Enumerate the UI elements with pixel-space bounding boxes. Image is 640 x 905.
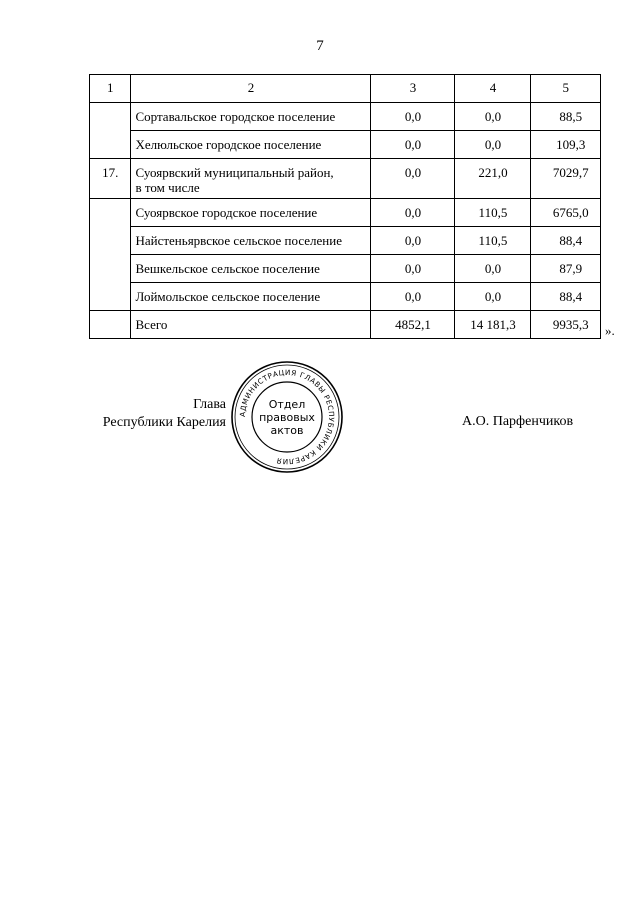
row-number-cell	[90, 103, 131, 159]
signature-title	[92, 396, 226, 432]
value-col-4: 0,0	[455, 255, 531, 283]
stamp-center-line2: правовых	[259, 411, 315, 424]
table-row	[90, 103, 601, 131]
total-label: Всего	[131, 311, 371, 339]
value-col-4: 0,0	[455, 283, 531, 311]
district-name-line2: в том числе	[135, 180, 200, 195]
settlement-name: Хелюльское городское поселение	[131, 131, 371, 159]
stamp-center-line1: Отдел	[268, 398, 306, 411]
settlement-name: Найстеньярвское сельское поселение	[131, 227, 371, 255]
header-col-4: 4	[455, 75, 531, 103]
value-col-5: 6765,0	[531, 199, 601, 227]
total-row	[90, 311, 601, 339]
value-col-4: 0,0	[455, 103, 531, 131]
budget-table	[89, 74, 601, 339]
district-name-line1: Суоярвский муниципальный район,	[135, 165, 334, 180]
table-row	[90, 227, 601, 255]
row-number-cell	[90, 311, 131, 339]
signature-title-line1: Глава	[193, 397, 226, 412]
value-col-4: 221,0	[455, 159, 531, 199]
signature-title-line2: Республики Карелия	[102, 415, 226, 430]
settlement-name: Сортавальское городское поселение	[131, 103, 371, 131]
value-col-3: 0,0	[371, 283, 455, 311]
value-col-3: 0,0	[371, 159, 455, 199]
settlement-name: Вешкельское сельское поселение	[131, 255, 371, 283]
row-number-cell	[90, 199, 131, 311]
signatory-name: А.О. Парфенчиков	[462, 414, 574, 429]
table-row	[90, 283, 601, 311]
value-col-4: 110,5	[455, 199, 531, 227]
page-number: 7	[316, 38, 324, 54]
closing-quote: ».	[605, 323, 615, 338]
table-row	[90, 255, 601, 283]
value-col-3: 0,0	[371, 227, 455, 255]
total-col-5: 9935,3	[531, 311, 601, 339]
row-number-cell: 17.	[90, 159, 131, 199]
settlement-name: Лоймольское сельское поселение	[131, 283, 371, 311]
table-row	[90, 131, 601, 159]
value-col-3: 0,0	[371, 255, 455, 283]
header-col-2: 2	[131, 75, 371, 103]
table-header-row	[90, 75, 601, 103]
total-col-3: 4852,1	[371, 311, 455, 339]
value-col-5: 87,9	[531, 255, 601, 283]
settlement-name: Суоярвское городское поселение	[131, 199, 371, 227]
stamp-ring-text: АДМИНИСТРАЦИЯ ГЛАВЫ РЕСПУБЛИКИ КАРЕЛИЯ	[237, 367, 337, 467]
value-col-3: 0,0	[371, 131, 455, 159]
table-row	[90, 199, 601, 227]
value-col-5: 88,4	[531, 227, 601, 255]
value-col-5: 7029,7	[531, 159, 601, 199]
table-row	[90, 159, 601, 199]
value-col-4: 110,5	[455, 227, 531, 255]
district-name	[131, 159, 371, 199]
header-col-3: 3	[371, 75, 455, 103]
total-col-4: 14 181,3	[455, 311, 531, 339]
header-col-1: 1	[90, 75, 131, 103]
header-col-5: 5	[531, 75, 601, 103]
official-stamp	[230, 360, 344, 474]
stamp-center-line3: актов	[270, 424, 304, 437]
value-col-5: 109,3	[531, 131, 601, 159]
value-col-3: 0,0	[371, 199, 455, 227]
value-col-3: 0,0	[371, 103, 455, 131]
value-col-4: 0,0	[455, 131, 531, 159]
value-col-5: 88,5	[531, 103, 601, 131]
value-col-5: 88,4	[531, 283, 601, 311]
